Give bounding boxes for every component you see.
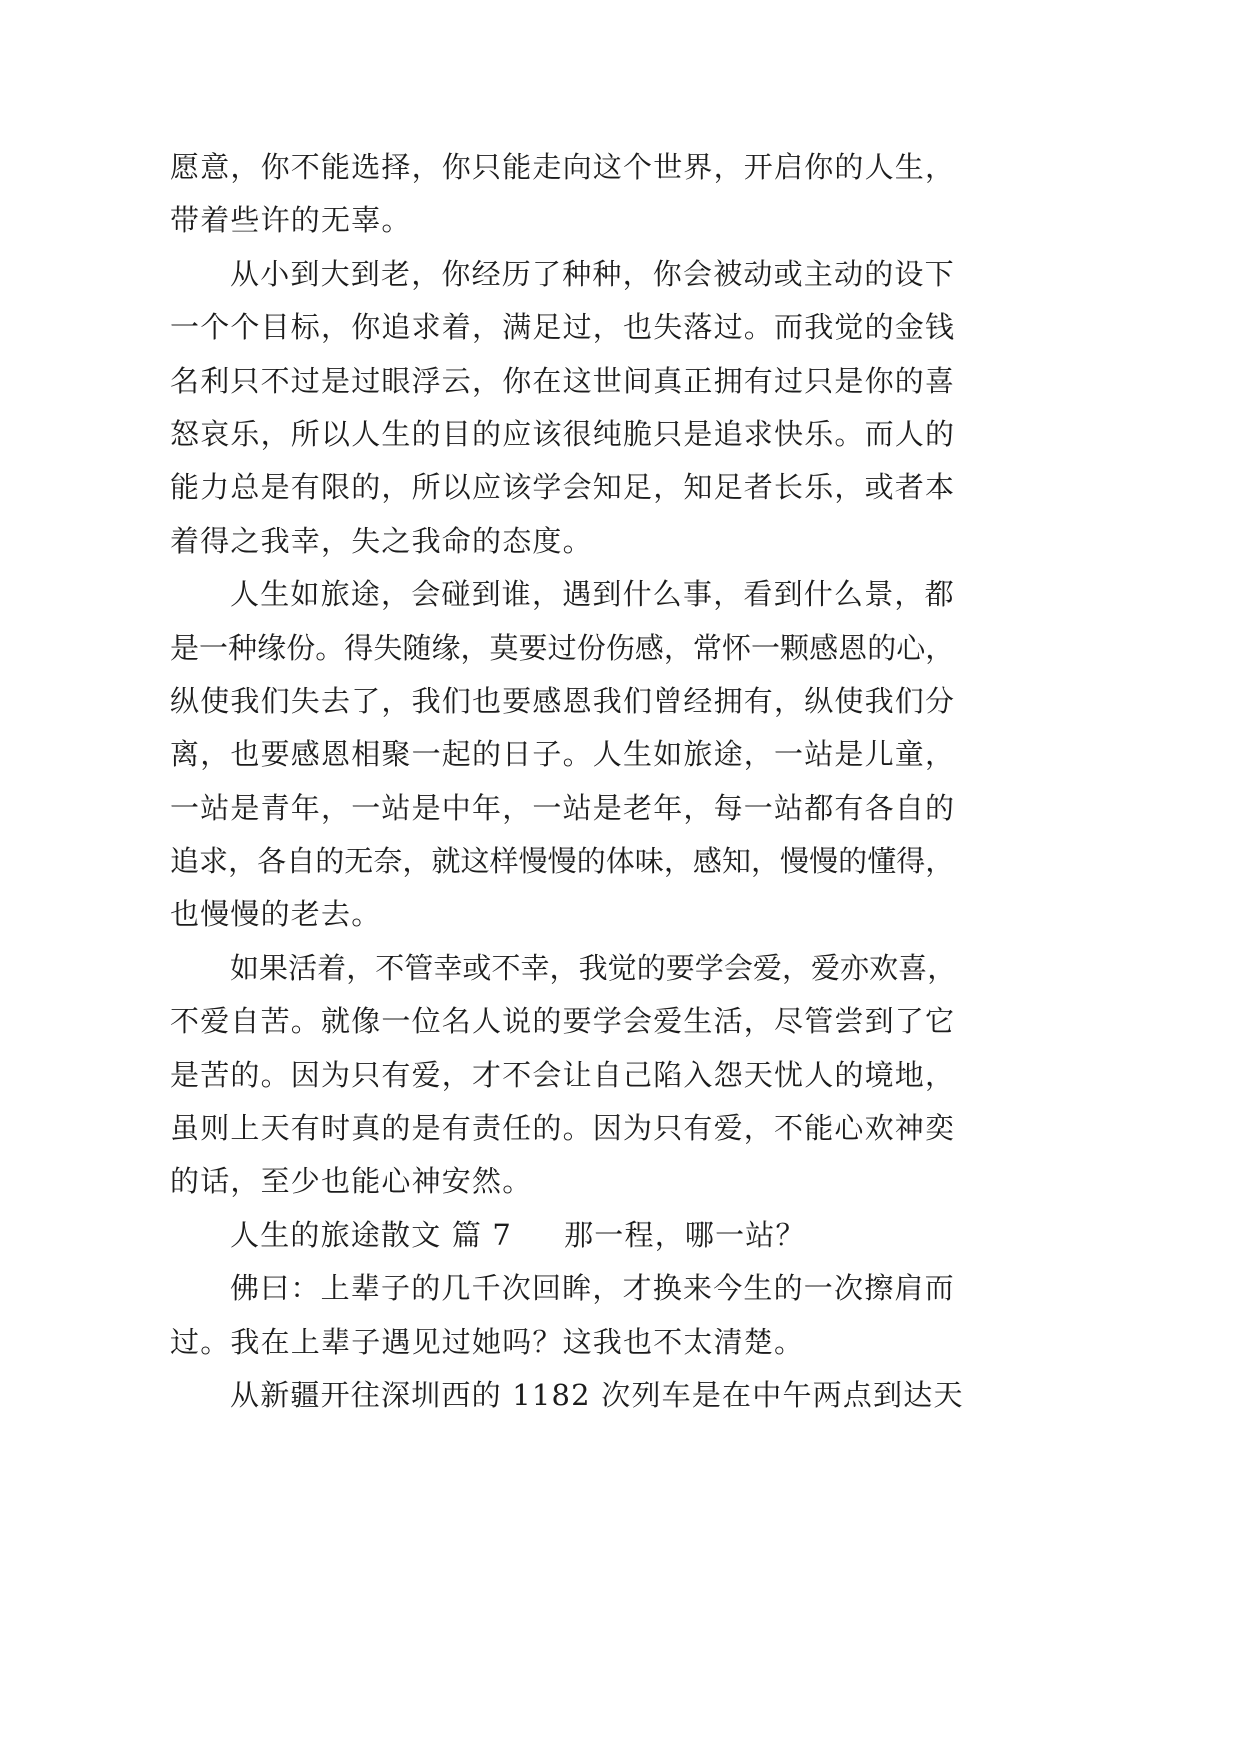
text-line: 一个个目标，你追求着，满足过，也失落过。而我觉的金钱	[170, 310, 956, 345]
section-title: 那一程，哪一站？	[564, 1217, 806, 1252]
text-line: 带着些许的无辜。	[170, 203, 412, 238]
paragraph	[170, 248, 1010, 568]
text-line: 从新疆开往深圳西的 1182 次列车是在中午两点到达天	[230, 1377, 964, 1412]
heading-line	[170, 1209, 1010, 1262]
paragraph	[170, 568, 1010, 942]
text-line: 如果活着，不管幸或不幸，我觉的要学会爱，爱亦欢喜，	[230, 950, 957, 985]
text-line: 也慢慢的老去。	[170, 897, 382, 932]
text-line: 能力总是有限的，所以应该学会知足，知足者长乐，或者本	[170, 470, 956, 505]
text-line: 怒哀乐，所以人生的目的应该很纯脆只是追求快乐。而人的	[170, 416, 956, 451]
paragraph	[170, 1369, 1010, 1422]
text-line: 是一种缘份。得失随缘，莫要过份伤感，常怀一颗感恩的心，	[170, 630, 955, 665]
paragraph	[170, 1262, 1010, 1369]
text-line: 一站是青年，一站是中年，一站是老年，每一站都有各自的	[170, 790, 956, 825]
text-line: 佛曰：上辈子的几千次回眸，才换来今生的一次擦肩而	[230, 1271, 955, 1306]
text-line: 的话，至少也能心神安然。	[170, 1164, 533, 1199]
text-line: 人生如旅途，会碰到谁，遇到什么事，看到什么景，都	[230, 577, 955, 612]
text-line: 过。我在上辈子遇见过她吗？这我也不太清楚。	[170, 1324, 805, 1359]
text-line: 着得之我幸，失之我命的态度。	[170, 523, 593, 558]
paragraph	[170, 942, 1010, 1209]
text-line: 离，也要感恩相聚一起的日子。人生如旅途，一站是儿童，	[170, 737, 956, 772]
section-heading	[170, 1209, 1010, 1262]
text-line: 名利只不过是过眼浮云，你在这世间真正拥有过只是你的喜	[170, 363, 956, 398]
document-body	[170, 141, 1010, 1422]
paragraph-continued	[170, 141, 1010, 248]
text-line: 是苦的。因为只有爱，才不会让自己陷入怨天忧人的境地，	[170, 1057, 956, 1092]
text-line: 不爱自苦。就像一位名人说的要学会爱生活，尽管尝到了它	[170, 1004, 956, 1039]
text-line: 纵使我们失去了，我们也要感恩我们曾经拥有，纵使我们分	[170, 683, 956, 718]
text-line: 虽则上天有时真的是有责任的。因为只有爱，不能心欢神奕	[170, 1111, 956, 1146]
text-line: 愿意，你不能选择，你只能走向这个世界，开启你的人生，	[170, 150, 956, 184]
text-line: 从小到大到老，你经历了种种，你会被动或主动的设下	[230, 256, 955, 291]
section-label: 人生的旅途散文 篇 7	[230, 1217, 513, 1252]
text-line: 追求，各自的无奈，就这样慢慢的体味，感知，慢慢的懂得，	[170, 844, 955, 879]
